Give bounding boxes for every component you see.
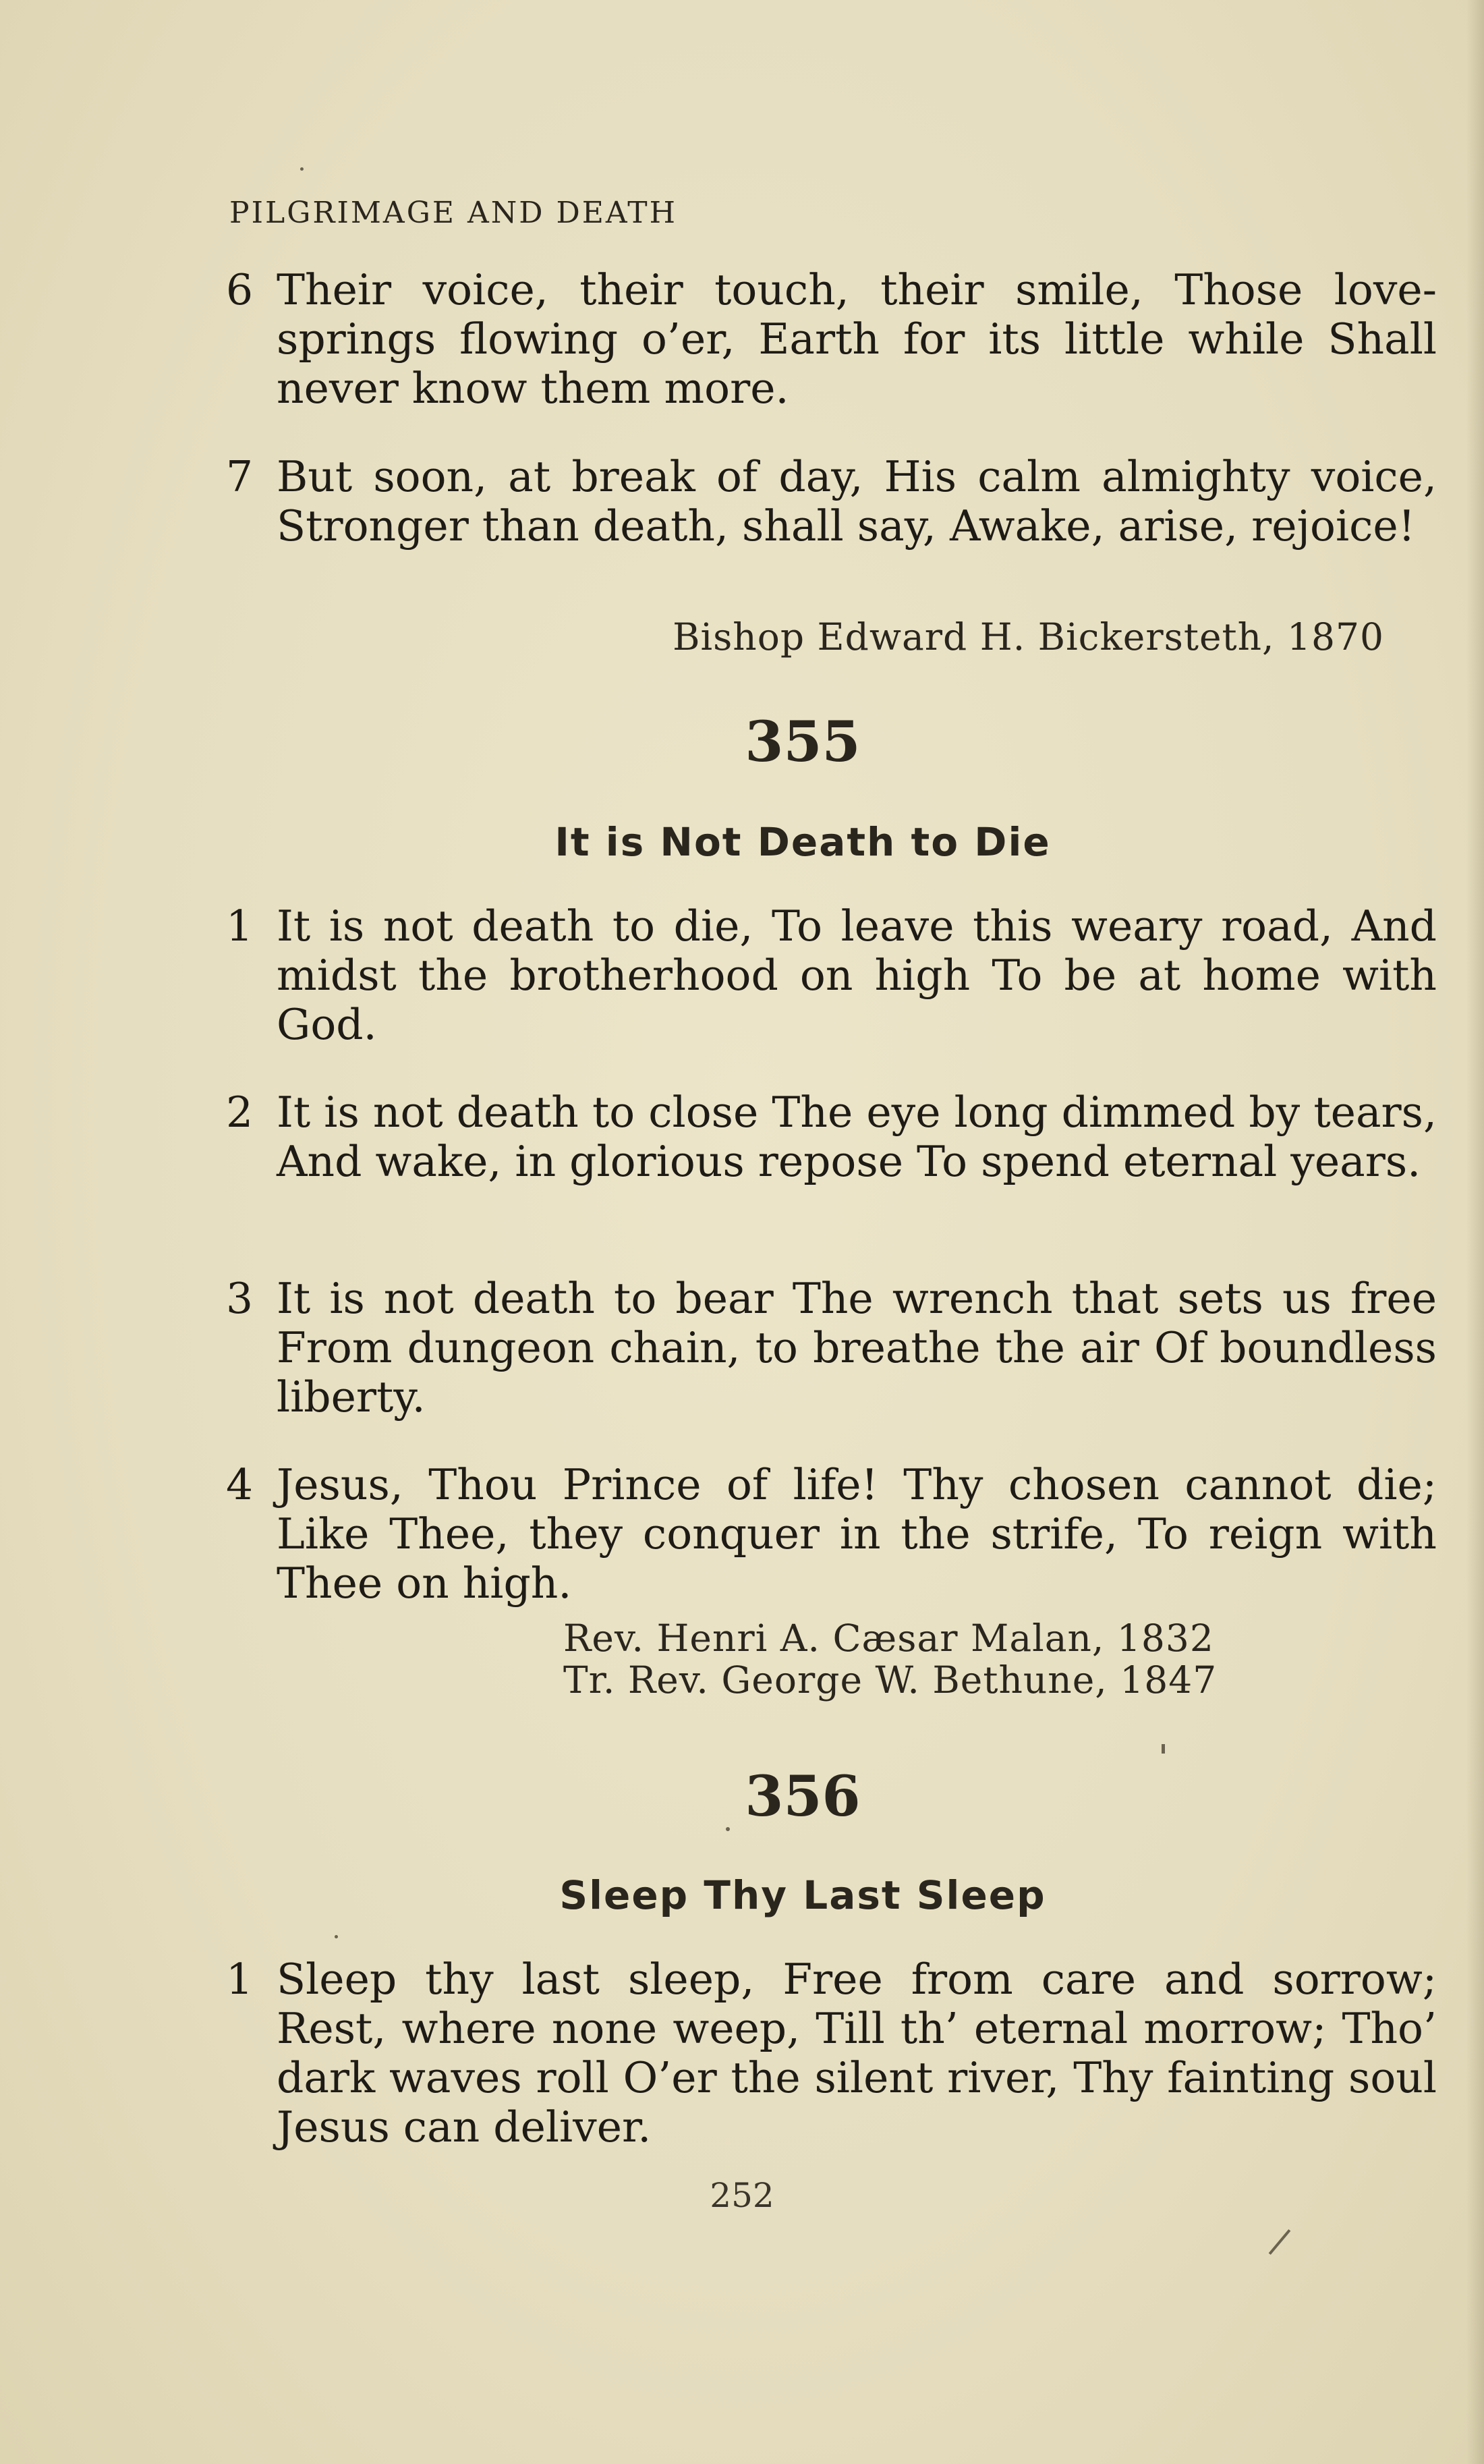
stanza-number: 3 — [226, 1274, 254, 1323]
hymn-number: 356 — [745, 1764, 861, 1829]
running-header: PILGRIMAGE AND DEATH — [229, 196, 677, 230]
stanza-4 — [226, 1460, 1437, 1608]
stanza-number: 7 — [226, 452, 254, 501]
translator-credit: Tr. Rev. George W. Bethune, 1847 — [563, 1658, 1218, 1702]
print-speck — [726, 1827, 730, 1831]
stanza-text: Jesus, Thou Prince of life! Thy chosen cannot die; Like Thee, they conquer in the strife, To reign with Thee on high. — [277, 1460, 1437, 1608]
author-credit: Rev. Henri A. Cæsar Malan, 1832 — [563, 1617, 1214, 1660]
stanza-text: Sleep thy last sleep, Free from care and sorrow; Rest, where none weep, Till th’ eternal morrow; Tho’ dark waves roll O’er the silent river, Thy fainting soul Jesus can deliver. — [277, 1955, 1437, 2152]
print-speck — [300, 167, 304, 171]
author-credit: Bishop Edward H. Bickersteth, 1870 — [673, 615, 1384, 659]
stanza-text: Their voice, their touch, their smile, Those love-springs flowing o’er, Earth for its little while Shall never know them more. — [277, 265, 1437, 413]
stanza-text: It is not death to close The eye long dimmed by tears, And wake, in glorious repose To spend eternal years. — [277, 1088, 1437, 1186]
stanza-1 — [226, 1955, 1437, 2152]
stanza-number: 6 — [226, 265, 254, 314]
stanza-text: It is not death to die, To leave this weary road, And midst the brotherhood on high To be at home with God. — [277, 901, 1437, 1049]
stanza-text: It is not death to bear The wrench that sets us free From dungeon chain, to breathe the air Of boundless liberty. — [277, 1274, 1437, 1422]
stanza-1 — [226, 901, 1437, 1049]
hymn-number: 355 — [745, 710, 861, 775]
stanza-number: 1 — [226, 1955, 254, 2004]
page-edge-shadow — [1466, 0, 1484, 2464]
stanza-number: 2 — [226, 1088, 254, 1137]
stanza-number: 1 — [226, 901, 254, 951]
hymn-title: It is Not Death to Die — [554, 819, 1051, 865]
hymn-title: Sleep Thy Last Sleep — [559, 1872, 1046, 1918]
page-number: 252 — [710, 2176, 774, 2215]
pencil-mark — [1269, 2229, 1291, 2255]
print-speck — [335, 1935, 338, 1938]
stanza-7 — [226, 452, 1437, 551]
stanza-3 — [226, 1274, 1437, 1422]
stanza-number: 4 — [226, 1460, 254, 1509]
print-speck — [1162, 1744, 1165, 1754]
stanza-text: But soon, at break of day, His calm almighty voice, Stronger than death, shall say, Awake, arise, rejoice! — [277, 452, 1437, 551]
stanza-2 — [226, 1088, 1437, 1186]
stanza-6 — [226, 265, 1437, 413]
